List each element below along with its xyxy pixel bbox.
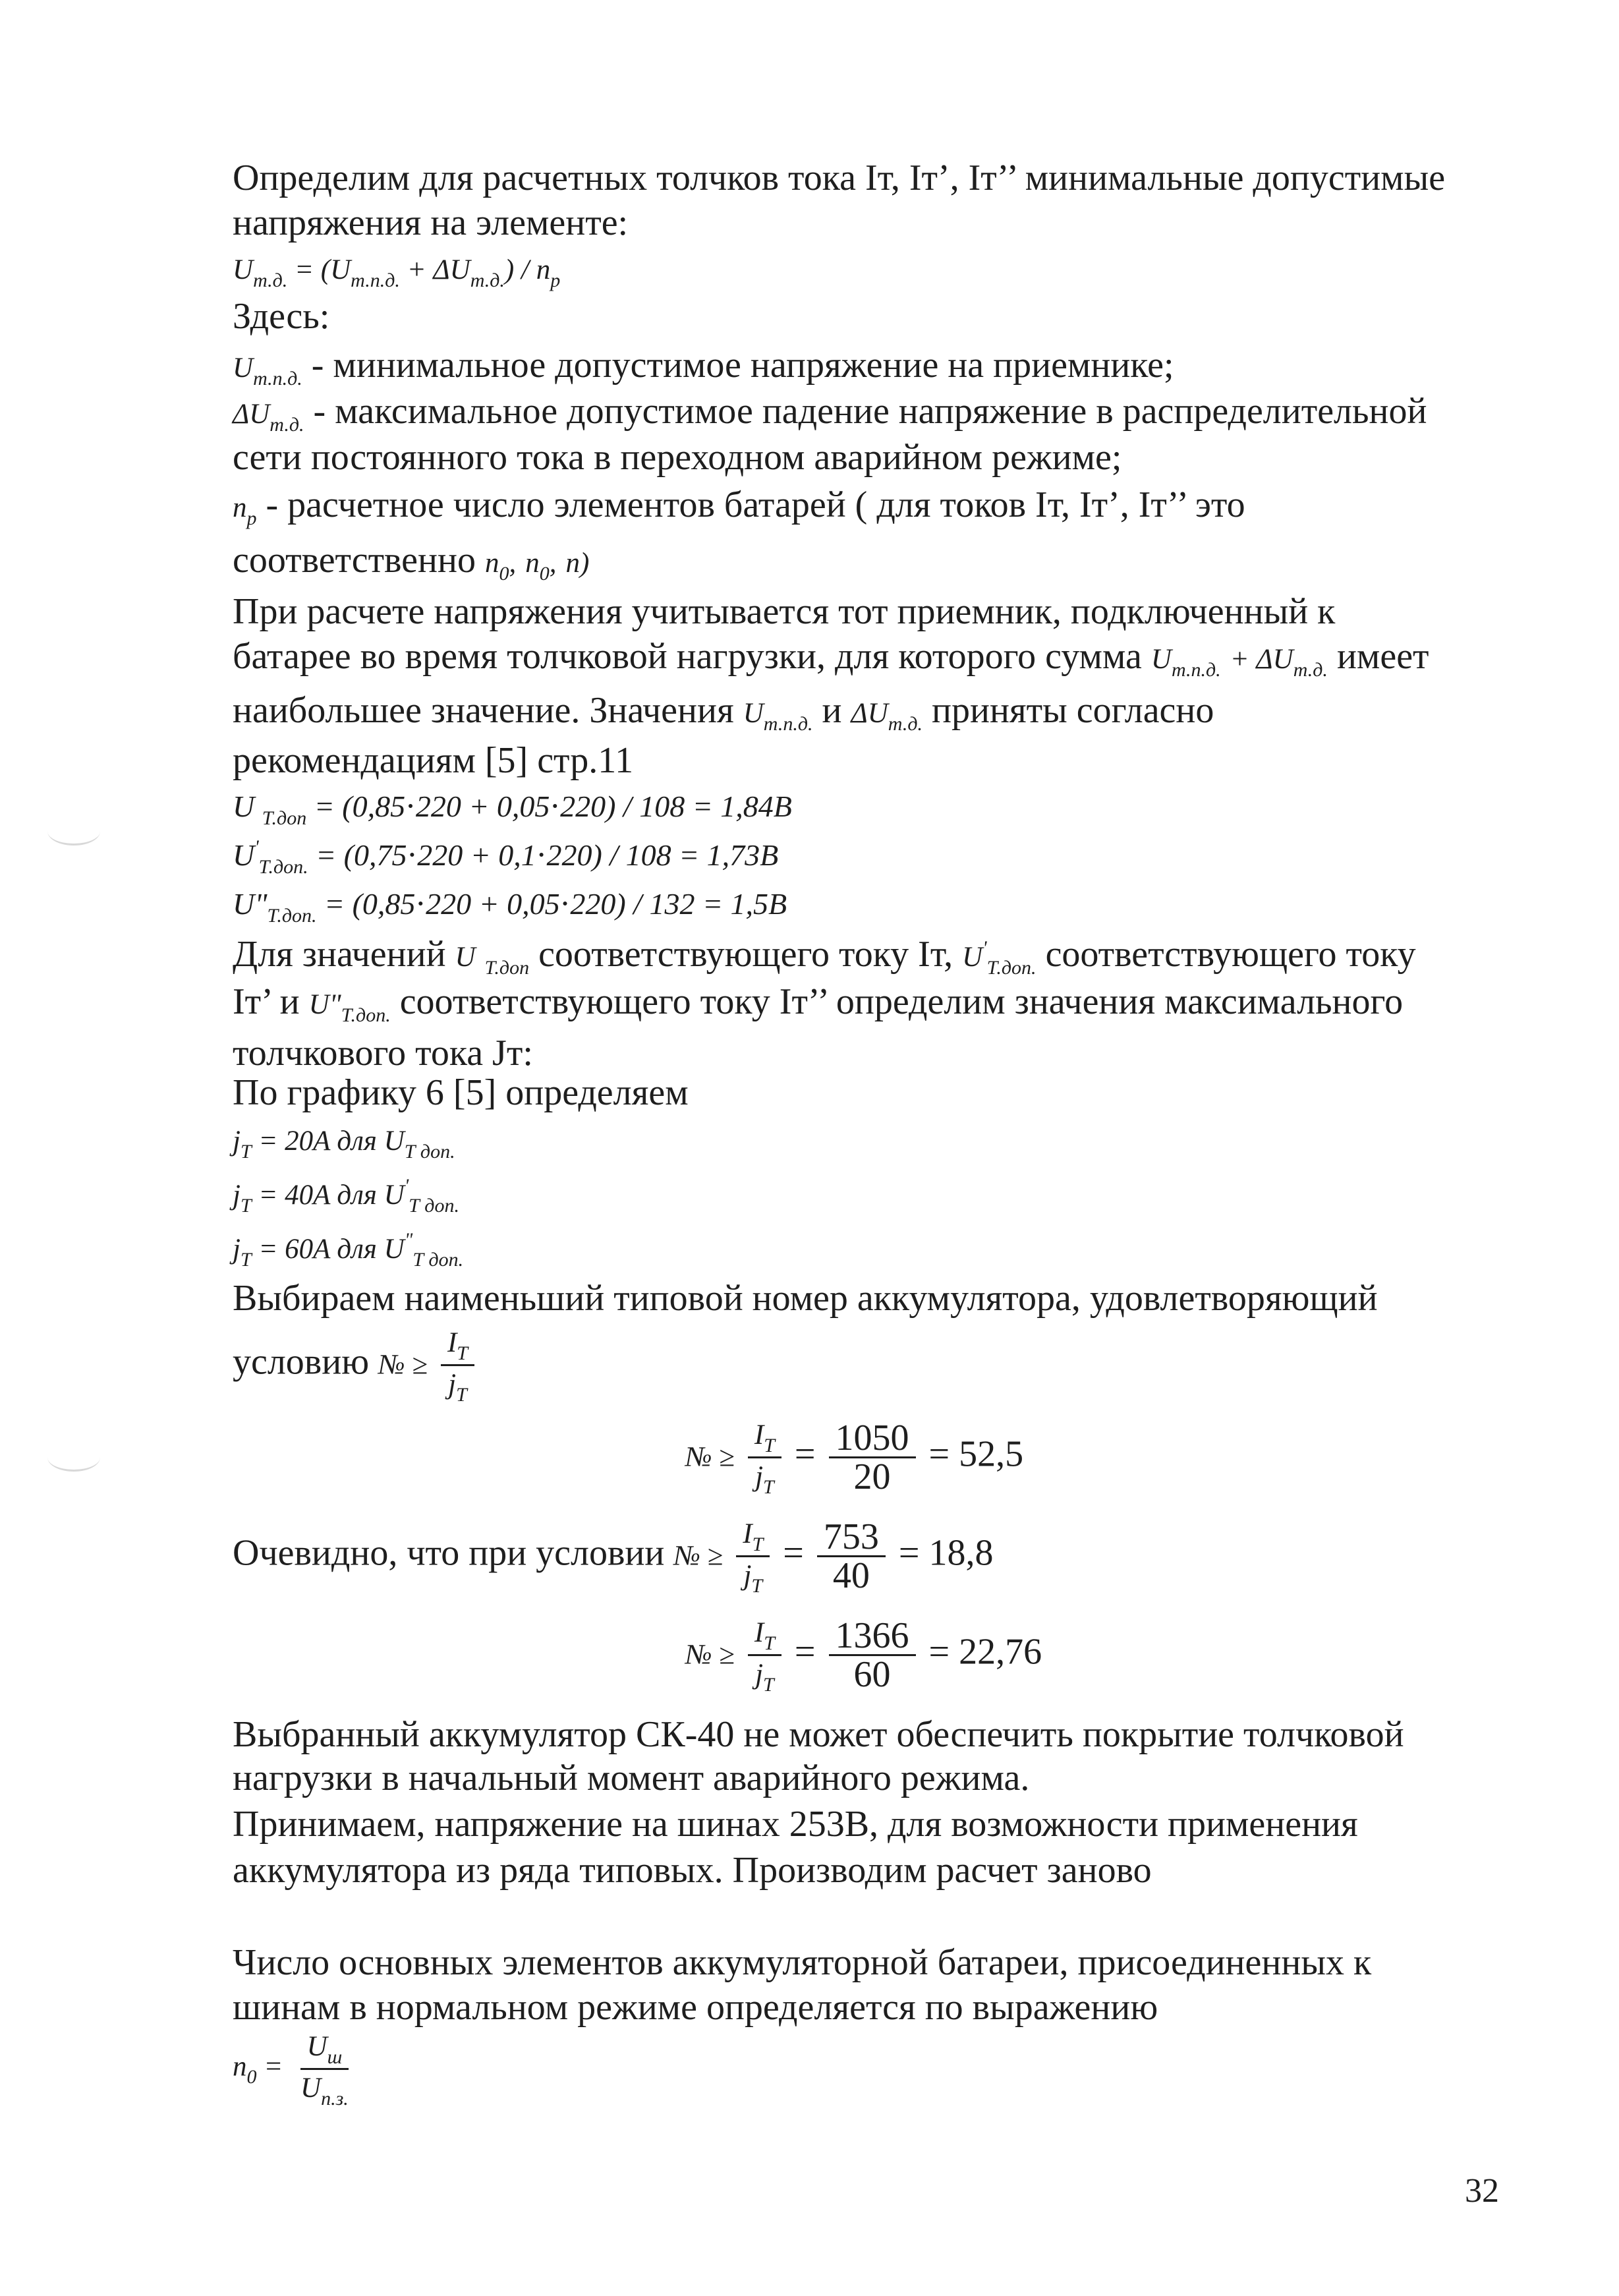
formula-voltage: $U_{т.д.} = (U_{т.п.д.} + \Delta U_{т.д.}) / n_р$ [233,254,561,291]
formula-current-1: $j_Т = 20A$ для $U_{Т доп.}$ [233,1126,455,1162]
paragraph-line: Здесь: [233,296,330,337]
formula-current-2: $j_Т = 40A$ для $U'_{Т доп.}$ [233,1175,459,1217]
definition-line: $U_{т.п.д.}$ - минимальное допустимое напряжение на приемнике; [233,345,1174,389]
paragraph-line: наибольшее значение. Значения $U_{т.п.д.}$ и $\Delta U_{т.д.}$ приняты согласно [233,690,1214,735]
condition-line: условию № ≥ $\frac{I_Т}{j_Т}$ [233,1325,1544,1406]
paragraph-line: Число основных элементов аккумуляторной батареи, присоединенных к [233,1942,1372,1983]
fraction: $\frac{I_Т}{j_Т}$ [736,1516,770,1597]
fraction: $\frac{753}{40}$ [817,1518,886,1594]
definition-line: $\Delta U_{т.д.}$ - максимальное допустимое падение напряжение в распределительной [233,391,1427,436]
paragraph-line: При расчете напряжения учитывается тот приемник, подключенный к [233,591,1336,632]
page-number: 32 [1465,2172,1499,2210]
paragraph-line: нагрузки в начальный момент аварийного режима. [233,1758,1030,1798]
paragraph-line: Iт’ и $U"_{Т.доп.}$ соответствующего току Iт’’ определим значения максимального [233,981,1404,1026]
definition-line: $n_р$ - расчетное число элементов батарей ( для токов Iт, Iт’, Iт’’ это [233,484,1245,529]
definition-line: соответственно $n_0$, $n_0$, n) [233,540,590,585]
calc-line-2: Очевидно, что при условии № ≥ $\frac{I_Т}{j_Т}$ = $\frac{753}{40}$ = 18,8 [233,1516,994,1597]
fraction: $\frac{1050}{20}$ [829,1420,916,1495]
paragraph-line: Для значений U $_{Т.доп}$ соответствующего току Iт, $U'_{Т.доп.}$ соответствующего току [233,934,1416,979]
paragraph-line: Принимаем, напряжение на шинах 253В, для возможности применения [233,1804,1358,1845]
fraction: $\frac{1366}{60}$ [829,1617,916,1693]
paragraph-line: шинам в нормальном режиме определяется по выражению [233,1987,1158,2028]
paragraph-line: рекомендациям [5] стр.11 [233,740,634,781]
paragraph-line: сети постоянного тока в переходном аварийном режиме; [233,437,1122,478]
paragraph-line: толчкового тока Jт: [233,1033,533,1074]
paragraph-line: Выбираем наименьший типовой номер аккумулятора, удовлетворяющий [233,1278,1378,1319]
formula-voltage-3: $U"_{Т.доп.} = (0,85\cdot 220 + 0,05\cdot 220) / 132 = 1,5B$ [233,887,787,927]
fraction: $\frac{U_ш}{U_{п.з.}}$ [294,2028,355,2109]
paragraph-line: аккумулятора из ряда типовых. Производим расчет заново [233,1850,1152,1891]
paragraph-line: батарее во время толчковой нагрузки, для которого сумма $U_{т.п.д.} + \Delta U_{т.д.}$ имеет [233,636,1429,681]
calc-line-3: № ≥ $\frac{I_Т}{j_Т}$ = $\frac{1366}{60}$ = 22,76 [685,1615,1042,1696]
paragraph-line: Определим для расчетных толчков тока Iт, Iт’, Iт’’ минимальные допустимые [233,158,1446,198]
paragraph-line: По графику 6 [5] определяем [233,1072,689,1113]
formula-current-3: $j_Т = 60A$ для $U^"_{Т доп.}$ [233,1229,464,1271]
formula-cell-count: $n_0$ = $\frac{U_ш}{U_{п.з.}}$ [233,2028,1544,2109]
fraction: $\frac{I_Т}{j_Т}$ [748,1615,781,1696]
hole-punch-mark [47,817,100,846]
formula-voltage-1: U $_{Т.доп}$ = (0,85⋅220 + 0,05⋅220) / 108 = 1,84B [233,789,792,829]
fraction: $\frac{I_Т}{j_Т}$ [441,1325,474,1406]
formula-voltage-2: $U'_{Т.доп.} = (0,75\cdot 220 + 0,1\cdot 220) / 108 = 1,73B$ [233,836,779,878]
paragraph-line: напряжения на элементе: [233,202,629,243]
fraction: $\frac{I_Т}{j_Т}$ [748,1417,781,1498]
paragraph-line: Выбранный аккумулятор СК-40 не может обеспечить покрытие толчковой [233,1714,1404,1755]
calc-line-1: № ≥ $\frac{I_Т}{j_Т}$ = $\frac{1050}{20}$ = 52,5 [685,1418,1024,1498]
hole-punch-mark [47,1443,100,1472]
